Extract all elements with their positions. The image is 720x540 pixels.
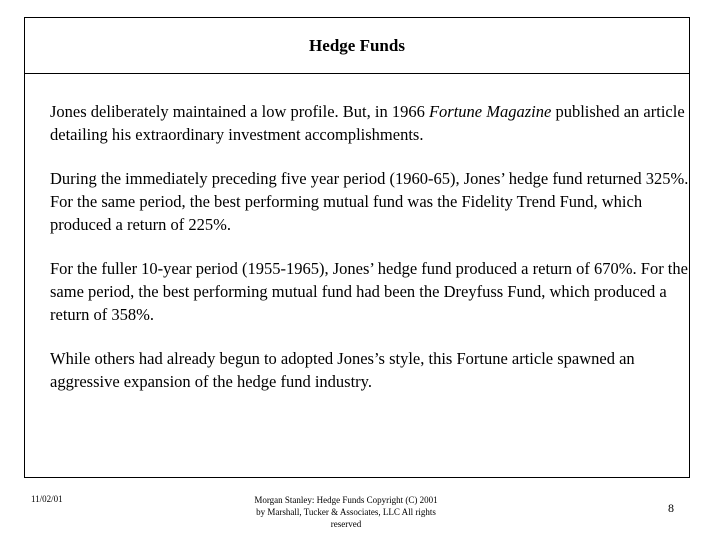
- footer-copyright-line-1: Morgan Stanley: Hedge Funds Copyright (C) 2001: [254, 495, 438, 505]
- paragraph-industry-expansion: While others had already begun to adopted Jones’s style, this Fortune article spawned an aggressive expansion of the hedge fund industry.: [50, 349, 635, 391]
- paragraph-fortune-article: [50, 100, 690, 146]
- footer-copyright-line-2: by Marshall, Tucker & Associates, LLC All rights: [256, 507, 436, 517]
- page-number: 8: [668, 501, 674, 515]
- paragraph-1-lead: Jones deliberately maintained a low profile. But, in 1966: [50, 102, 429, 121]
- paragraph-1-tail: published an article detailing his extraordinary investment accomplishments.: [50, 102, 685, 144]
- paragraph-ten-year-returns: For the fuller 10-year period (1955-1965), Jones’ hedge fund produced a return of 670%. For the same period, the best performing mutual fund had been the Dreyfuss Fund, which produced a return of 358%.: [50, 259, 688, 324]
- slide-title: Hedge Funds: [309, 36, 405, 55]
- footer-copyright-line-3: reserved: [330, 519, 362, 529]
- footer-date: 11/02/01: [31, 494, 63, 504]
- slide-body: [50, 100, 690, 414]
- paragraph-five-year-returns: During the immediately preceding five year period (1960-65), Jones’ hedge fund returned 325%. For the same period, the best performing mutual fund was the Fidelity Trend Fund, which produced a return of 225%.: [50, 169, 689, 234]
- footer-copyright: [226, 494, 466, 530]
- title-divider: [24, 73, 690, 74]
- publication-title: Fortune Magazine: [428, 102, 552, 121]
